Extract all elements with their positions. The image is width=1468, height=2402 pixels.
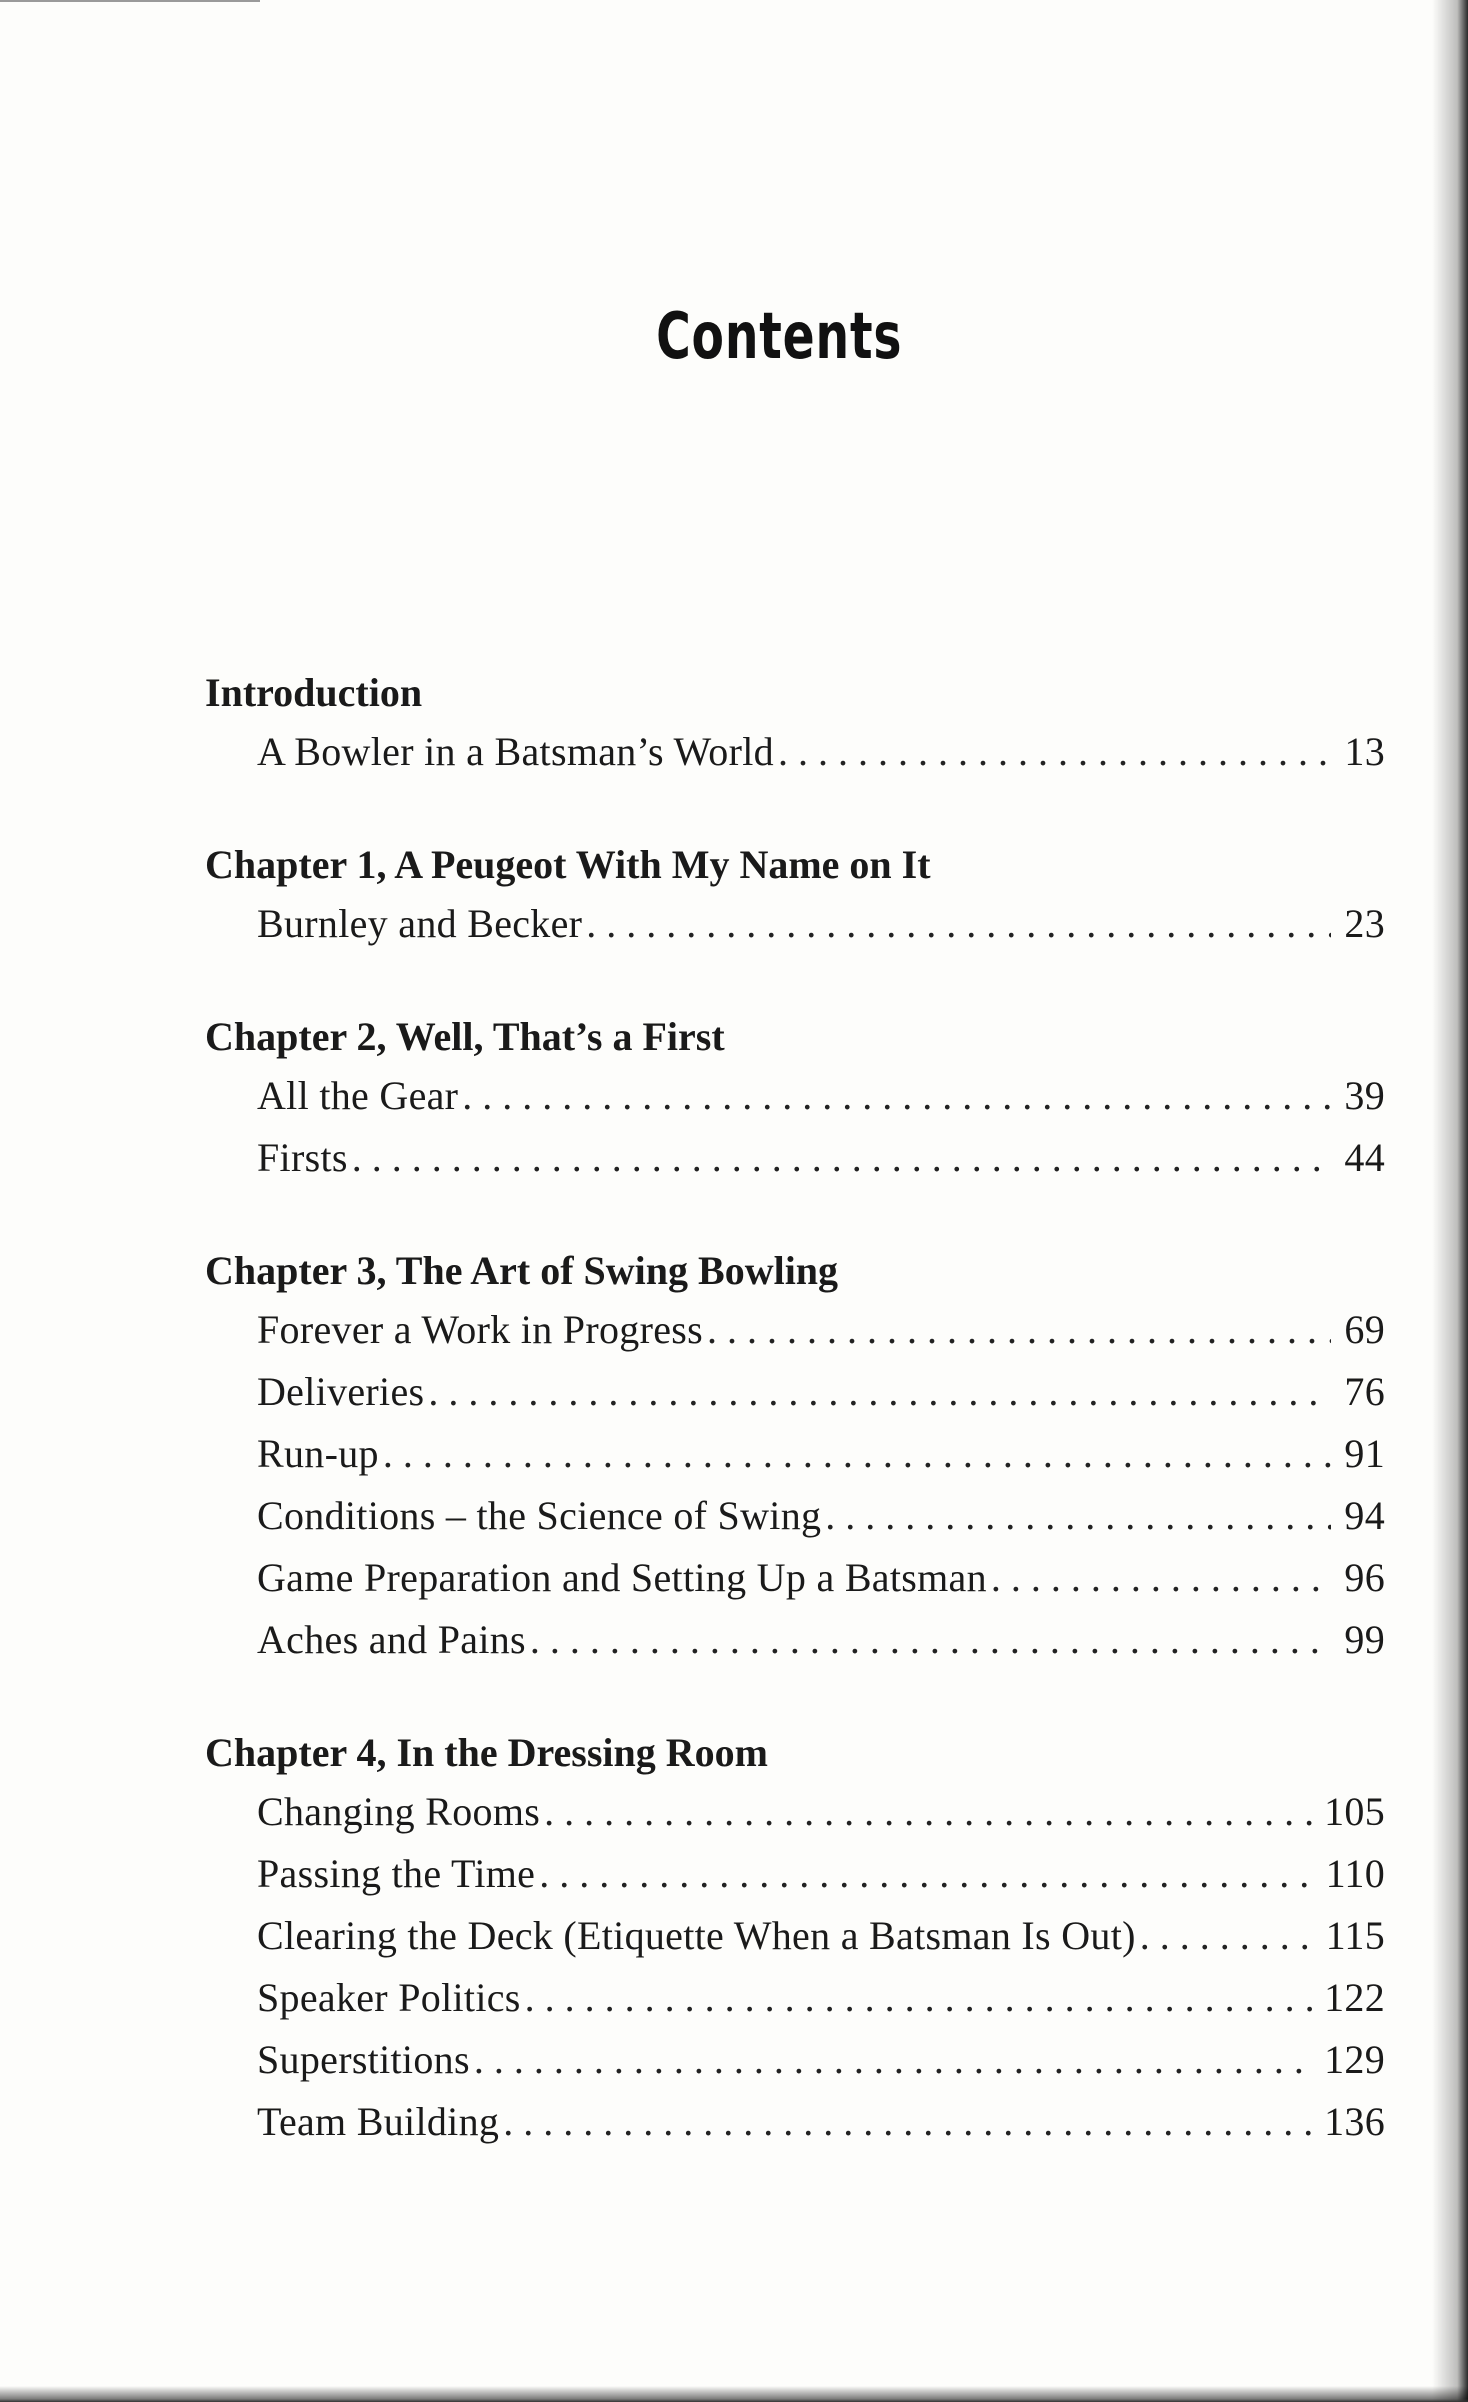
dot-leader [428,1361,1331,1423]
page-number: 94 [1344,1493,1385,1538]
section-heading: Introduction [205,670,423,715]
toc-section-chapter-1 [205,837,1385,955]
dot-leader [525,1967,1314,2029]
toc-entry[interactable] [205,1905,1385,1967]
toc-section-chapter-3 [205,1243,1385,1671]
entry-title: Burnley and Becker [257,901,583,946]
entry-title: Changing Rooms [257,1789,541,1834]
entry-title: Conditions – the Science of Swing [257,1493,822,1538]
entry-title: Team Building [257,2099,500,2144]
section-heading: Chapter 1, A Peugeot With My Name on It [205,842,931,887]
entry-title: Run-up [257,1431,379,1476]
entry-title: Game Preparation and Setting Up a Batsman [257,1555,987,1600]
toc-entry[interactable] [205,1299,1385,1361]
toc-entry[interactable] [205,893,1385,955]
dot-leader [991,1547,1331,1609]
toc-section-introduction [205,665,1385,783]
section-heading: Chapter 4, In the Dressing Room [205,1730,768,1775]
toc-entry[interactable] [205,1423,1385,1485]
entry-title: A Bowler in a Batsman’s World [257,729,774,774]
page-number: 91 [1344,1431,1385,1476]
dot-leader [503,2091,1314,2153]
page-number: 105 [1324,1789,1385,1834]
toc-entry[interactable] [205,2029,1385,2091]
page-number: 76 [1344,1369,1385,1414]
entry-title: Passing the Time [257,1851,536,1896]
toc-entry[interactable] [205,1361,1385,1423]
toc-entry[interactable] [205,1127,1385,1189]
toc-entry[interactable] [205,1609,1385,1671]
page-number: 39 [1344,1073,1385,1118]
toc-entry[interactable] [205,2091,1385,2153]
dot-leader [530,1609,1331,1671]
dot-leader [544,1781,1314,1843]
page-title: Contents [656,300,903,374]
toc-section-chapter-2 [205,1009,1385,1189]
page-number: 129 [1324,2037,1385,2082]
page-number: 44 [1344,1135,1385,1180]
section-heading: Chapter 3, The Art of Swing Bowling [205,1248,839,1293]
entry-title: All the Gear [257,1073,459,1118]
section-heading: Chapter 2, Well, That’s a First [205,1014,725,1059]
dot-leader [825,1485,1331,1547]
toc-entry[interactable] [205,1781,1385,1843]
dot-leader [383,1423,1331,1485]
page-number: 122 [1324,1975,1385,2020]
entry-title: Clearing the Deck (Etiquette When a Batsman Is Out) [257,1913,1136,1958]
dot-leader [707,1299,1331,1361]
page-number: 69 [1344,1307,1385,1352]
toc-entry[interactable] [205,1843,1385,1905]
toc-entry[interactable] [205,1065,1385,1127]
top-rule [0,0,260,2]
dot-leader [474,2029,1314,2091]
page-edge-shadow [1432,0,1468,2402]
dot-leader [462,1065,1331,1127]
page-number: 96 [1344,1555,1385,1600]
toc-entry[interactable] [205,1547,1385,1609]
dot-leader [586,893,1331,955]
entry-title: Deliveries [257,1369,425,1414]
page-number: 99 [1344,1617,1385,1662]
dot-leader [352,1127,1331,1189]
dot-leader [539,1843,1315,1905]
table-of-contents [205,665,1385,2207]
page-number: 13 [1344,729,1385,774]
page-number: 115 [1325,1913,1385,1958]
toc-entry[interactable] [205,721,1385,783]
toc-entry[interactable] [205,1967,1385,2029]
toc-section-chapter-4 [205,1725,1385,2153]
page-number: 110 [1325,1851,1385,1896]
entry-title: Forever a Work in Progress [257,1307,703,1352]
entry-title: Superstitions [257,2037,470,2082]
page-number: 23 [1344,901,1385,946]
page-number: 136 [1324,2099,1385,2144]
entry-title: Aches and Pains [257,1617,526,1662]
entry-title: Firsts [257,1135,348,1180]
dot-leader [1140,1905,1316,1967]
page-bottom-edge [0,2386,1468,2402]
dot-leader [778,721,1331,783]
toc-entry[interactable] [205,1485,1385,1547]
entry-title: Speaker Politics [257,1975,521,2020]
